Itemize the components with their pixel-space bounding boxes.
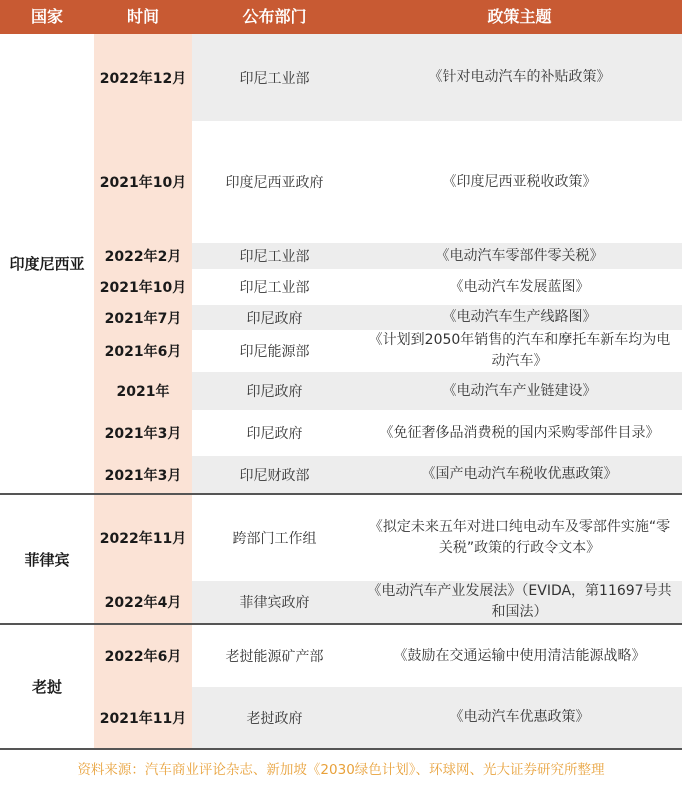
topic-cell: 《国产电动汽车税收优惠政策》 — [357, 456, 682, 493]
time-cell: 2022年2月 — [94, 243, 192, 269]
topic-cell: 《电动汽车生产线路图》 — [357, 305, 682, 330]
country-cell-laos: 老挝 — [0, 625, 94, 748]
time-cell: 2022年6月 — [94, 625, 192, 687]
header-department: 公布部门 — [242, 7, 307, 26]
table-row — [94, 495, 682, 581]
header-country: 国家 — [30, 7, 63, 26]
department-cell: 跨部门工作组 — [192, 495, 357, 581]
topic-cell: 《电动汽车优惠政策》 — [357, 687, 682, 748]
department-cell: 印尼政府 — [192, 410, 357, 456]
time-cell: 2021年3月 — [94, 456, 192, 493]
department-cell: 印尼工业部 — [192, 34, 357, 121]
topic-cell: 《电动汽车产业发展法》（EVIDA，第11697号共和国法） — [357, 581, 682, 623]
time-cell: 2021年7月 — [94, 305, 192, 330]
table-row — [94, 269, 682, 305]
department-cell: 印尼能源部 — [192, 330, 357, 372]
table-row — [94, 305, 682, 330]
topic-cell: 《鼓励在交通运输中使用清洁能源战略》 — [357, 625, 682, 687]
table-row — [94, 456, 682, 493]
table-row — [94, 410, 682, 456]
table-row — [94, 687, 682, 748]
table-row — [94, 243, 682, 269]
time-cell: 2022年4月 — [94, 581, 192, 623]
topic-cell: 《免征奢侈品消费税的国内采购零部件目录》 — [357, 410, 682, 456]
topic-cell: 《计划到2050年销售的汽车和摩托车新车均为电动汽车》 — [357, 330, 682, 372]
time-cell: 2022年11月 — [94, 495, 192, 581]
header-topic: 政策主题 — [487, 7, 552, 26]
table-bottom-rule — [0, 748, 682, 750]
time-cell: 2022年12月 — [94, 34, 192, 121]
table-row — [94, 372, 682, 410]
header-time: 时间 — [126, 7, 159, 26]
department-cell: 印尼政府 — [192, 305, 357, 330]
topic-cell: 《拟定未来五年对进口纯电动车及零部件实施“零关税”政策的行政令文本》 — [357, 495, 682, 581]
department-cell: 菲律宾政府 — [192, 581, 357, 623]
table-row — [94, 330, 682, 372]
source-note: 资料来源：汽车商业评论杂志、新加坡《2030绿色计划》、环球网、光大证券研究所整理 — [77, 762, 605, 778]
department-cell: 印尼财政部 — [192, 456, 357, 493]
table-row — [94, 34, 682, 121]
department-cell: 印尼工业部 — [192, 269, 357, 305]
topic-cell: 《电动汽车零部件零关税》 — [357, 243, 682, 269]
department-cell: 印尼工业部 — [192, 243, 357, 269]
table-row — [94, 121, 682, 243]
table-row — [94, 581, 682, 623]
time-cell: 2021年6月 — [94, 330, 192, 372]
country-cell-philippines: 菲律宾 — [0, 495, 94, 623]
department-cell: 老挝政府 — [192, 687, 357, 748]
time-cell: 2021年10月 — [94, 269, 192, 305]
table-header — [0, 0, 682, 34]
department-cell: 印尼政府 — [192, 372, 357, 410]
country-cell-indonesia: 印度尼西亚 — [0, 34, 94, 493]
topic-cell: 《印度尼西亚税收政策》 — [357, 121, 682, 243]
topic-cell: 《针对电动汽车的补贴政策》 — [357, 34, 682, 121]
department-cell: 老挝能源矿产部 — [192, 625, 357, 687]
topic-cell: 《电动汽车产业链建设》 — [357, 372, 682, 410]
time-cell: 2021年10月 — [94, 121, 192, 243]
time-cell: 2021年3月 — [94, 410, 192, 456]
time-cell: 2021年11月 — [94, 687, 192, 748]
time-cell: 2021年 — [94, 372, 192, 410]
department-cell: 印度尼西亚政府 — [192, 121, 357, 243]
table-row — [94, 625, 682, 687]
topic-cell: 《电动汽车发展蓝图》 — [357, 269, 682, 305]
